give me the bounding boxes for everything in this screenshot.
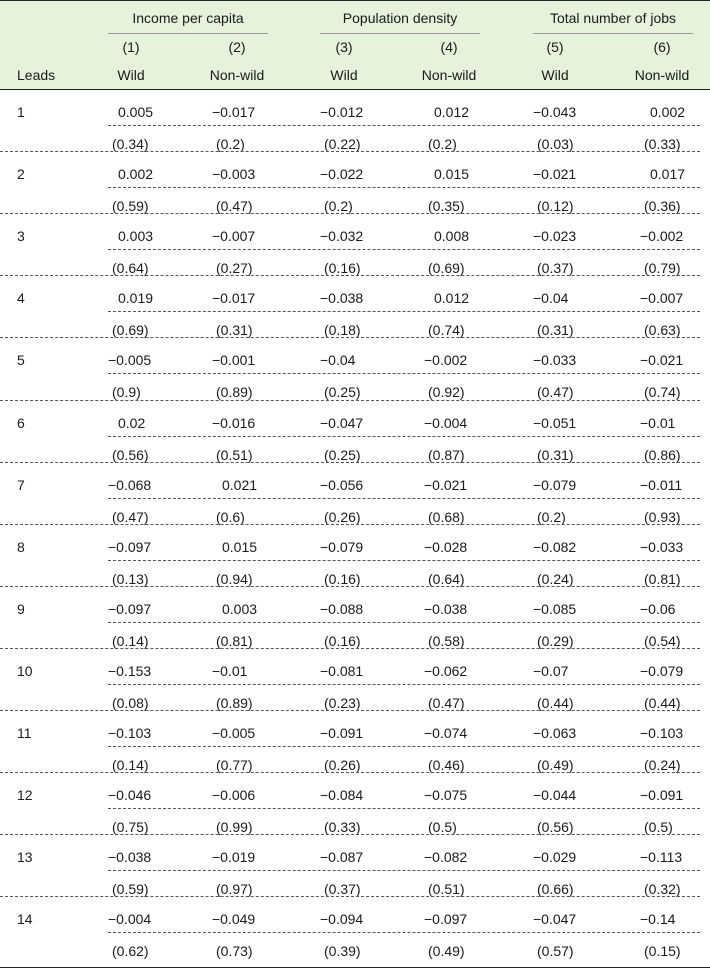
pvalue-cell: (0.63) xyxy=(644,322,681,339)
lead-label: 13 xyxy=(17,849,33,866)
coef-cell: −0.094 xyxy=(320,911,364,928)
coef-cell: −0.021 xyxy=(533,166,577,183)
pvalue-cell: (0.62) xyxy=(112,943,149,960)
pvalue-cell: (0.47) xyxy=(537,384,574,401)
coef-cell: −0.091 xyxy=(320,725,364,741)
coef-cell: −0.084 xyxy=(320,787,364,804)
pvalue-cell: (0.36) xyxy=(644,198,681,215)
coef-cell: 0.012 xyxy=(434,290,470,307)
row-divider xyxy=(0,151,700,152)
row-inner-divider xyxy=(108,311,700,312)
row-label-header: Leads xyxy=(17,67,56,83)
coef-cell: −0.038 xyxy=(424,600,468,617)
coef-cell: −0.079 xyxy=(640,662,684,679)
pvalue-cell: (0.2) xyxy=(428,136,457,152)
row-divider xyxy=(0,710,700,711)
row-inner-divider xyxy=(108,684,700,685)
pvalue-cell: (0.69) xyxy=(428,260,465,277)
pvalue-cell: (0.12) xyxy=(537,198,574,215)
coef-cell: −0.002 xyxy=(424,352,468,369)
coef-cell: −0.14 xyxy=(640,911,676,928)
pvalue-cell: (0.79) xyxy=(644,260,681,277)
pvalue-cell: (0.25) xyxy=(324,446,361,463)
coef-cell: −0.003 xyxy=(212,166,256,183)
lead-label: 4 xyxy=(17,290,25,307)
pvalue-cell: (0.14) xyxy=(112,632,149,649)
col-type-3: Wild xyxy=(330,67,358,83)
coef-cell: 0.021 xyxy=(222,476,258,493)
coef-cell: −0.032 xyxy=(320,228,364,245)
pvalue-cell: (0.51) xyxy=(428,881,465,898)
coef-cell: 0.002 xyxy=(650,104,686,120)
pvalue-cell: (0.16) xyxy=(324,570,361,587)
pvalue-cell: (0.81) xyxy=(644,570,681,587)
lead-label: 2 xyxy=(17,166,25,183)
col-type-5: Wild xyxy=(541,67,569,83)
pvalue-cell: (0.54) xyxy=(644,632,681,649)
pvalue-cell: (0.81) xyxy=(216,632,253,649)
coef-cell: −0.047 xyxy=(320,414,364,431)
pvalue-cell: (0.18) xyxy=(324,322,361,339)
pvalue-cell: (0.47) xyxy=(216,198,253,215)
pvalue-cell: (0.35) xyxy=(428,198,465,215)
coef-cell: −0.074 xyxy=(424,725,468,741)
coef-cell: 0.017 xyxy=(650,166,686,183)
lead-label: 8 xyxy=(17,538,25,555)
coef-cell: −0.103 xyxy=(640,725,684,741)
coef-cell: −0.082 xyxy=(424,849,468,866)
row-divider xyxy=(0,772,700,773)
pvalue-cell: (0.31) xyxy=(537,322,574,339)
pvalue-cell: (0.59) xyxy=(112,198,149,215)
coef-cell: −0.04 xyxy=(533,290,569,307)
row-inner-divider xyxy=(108,187,700,188)
lead-label: 3 xyxy=(17,228,25,245)
pvalue-cell: (0.59) xyxy=(112,881,149,898)
row-inner-divider xyxy=(108,622,700,623)
coef-cell: −0.038 xyxy=(320,290,364,307)
pvalue-cell: (0.6) xyxy=(216,508,245,525)
coef-cell: −0.038 xyxy=(108,849,152,866)
pvalue-cell: (0.03) xyxy=(537,136,574,152)
pvalue-cell: (0.27) xyxy=(216,260,253,277)
coef-cell: −0.103 xyxy=(108,725,152,741)
coef-cell: −0.068 xyxy=(108,476,152,493)
coef-cell: −0.046 xyxy=(108,787,152,804)
coef-cell: −0.079 xyxy=(533,476,577,493)
pvalue-cell: (0.47) xyxy=(112,508,149,525)
pvalue-cell: (0.22) xyxy=(324,136,361,152)
row-divider xyxy=(0,337,700,338)
coef-cell: −0.113 xyxy=(640,849,683,866)
col-type-1: Wild xyxy=(117,67,145,83)
coef-cell: −0.001 xyxy=(212,352,256,369)
pvalue-cell: (0.23) xyxy=(324,694,361,711)
pvalue-cell: (0.15) xyxy=(644,943,681,960)
pvalue-cell: (0.44) xyxy=(537,694,574,711)
pvalue-cell: (0.73) xyxy=(216,943,253,960)
coef-cell: −0.044 xyxy=(533,787,577,804)
coef-cell: −0.005 xyxy=(212,725,256,741)
pvalue-cell: (0.25) xyxy=(324,384,361,401)
pvalue-cell: (0.16) xyxy=(324,632,361,649)
lead-label: 6 xyxy=(17,414,25,431)
pvalue-cell: (0.37) xyxy=(537,260,574,277)
row-inner-divider xyxy=(108,932,700,933)
pvalue-cell: (0.32) xyxy=(644,881,681,898)
group-rule-jobs xyxy=(533,33,693,34)
coef-cell: −0.017 xyxy=(212,104,256,120)
row-divider xyxy=(0,586,700,587)
pvalue-cell: (0.56) xyxy=(537,819,574,836)
coef-cell: −0.049 xyxy=(212,911,256,928)
coef-cell: −0.097 xyxy=(108,538,152,555)
coef-cell: −0.021 xyxy=(640,352,684,369)
pvalue-cell: (0.5) xyxy=(428,819,457,836)
coef-cell: −0.002 xyxy=(640,228,684,245)
pvalue-cell: (0.68) xyxy=(428,508,465,525)
pvalue-cell: (0.86) xyxy=(644,446,681,463)
row-divider xyxy=(0,896,700,897)
coef-cell: −0.07 xyxy=(533,662,569,679)
pvalue-cell: (0.56) xyxy=(112,446,149,463)
coef-cell: −0.06 xyxy=(640,600,676,617)
pvalue-cell: (0.57) xyxy=(537,943,574,960)
coef-cell: 0.012 xyxy=(434,104,470,120)
coef-cell: −0.005 xyxy=(108,352,152,369)
coef-cell: 0.003 xyxy=(118,228,154,245)
pvalue-cell: (0.24) xyxy=(537,570,574,587)
pvalue-cell: (0.37) xyxy=(324,881,361,898)
pvalue-cell: (0.33) xyxy=(644,136,681,152)
lead-label: 10 xyxy=(17,662,33,679)
row-inner-divider xyxy=(108,808,700,809)
coef-cell: 0.005 xyxy=(118,104,154,120)
col-type-6: Non-wild xyxy=(634,67,690,83)
pvalue-cell: (0.89) xyxy=(216,694,253,711)
group-header-income: Income per capita xyxy=(132,10,244,26)
pvalue-cell: (0.46) xyxy=(428,757,465,773)
pvalue-cell: (0.47) xyxy=(428,694,465,711)
coef-cell: −0.047 xyxy=(533,911,577,928)
coef-cell: −0.004 xyxy=(108,911,152,928)
pvalue-cell: (0.99) xyxy=(216,819,253,836)
coef-cell: −0.085 xyxy=(533,600,577,617)
pvalue-cell: (0.69) xyxy=(112,322,149,339)
row-inner-divider xyxy=(108,249,700,250)
pvalue-cell: (0.34) xyxy=(112,136,149,152)
coef-cell: −0.056 xyxy=(320,476,364,493)
group-rule-income xyxy=(108,33,268,34)
pvalue-cell: (0.39) xyxy=(324,943,361,960)
coef-cell: −0.051 xyxy=(533,414,577,431)
group-rule-population xyxy=(320,33,480,34)
pvalue-cell: (0.92) xyxy=(428,384,465,401)
col-number-4: (4) xyxy=(440,39,458,55)
pvalue-cell: (0.08) xyxy=(112,694,149,711)
row-inner-divider xyxy=(108,436,700,437)
row-inner-divider xyxy=(108,498,700,499)
lead-label: 5 xyxy=(17,352,25,369)
coef-cell: −0.091 xyxy=(640,787,684,804)
col-number-1: (1) xyxy=(122,39,140,55)
row-inner-divider xyxy=(108,746,700,747)
coef-cell: −0.017 xyxy=(212,290,256,307)
coef-cell: −0.088 xyxy=(320,600,364,617)
coef-cell: −0.153 xyxy=(108,662,152,679)
row-divider xyxy=(0,275,700,276)
pvalue-cell: (0.2) xyxy=(216,136,245,152)
coef-cell: −0.028 xyxy=(424,538,468,555)
coef-cell: −0.021 xyxy=(424,476,468,493)
coef-cell: −0.04 xyxy=(320,352,356,369)
coef-cell: −0.007 xyxy=(212,228,256,245)
lead-label: 7 xyxy=(17,476,25,493)
pvalue-cell: (0.97) xyxy=(216,881,253,898)
coef-cell: −0.023 xyxy=(533,228,577,245)
row-divider xyxy=(0,648,700,649)
col-number-5: (5) xyxy=(546,39,564,55)
pvalue-cell: (0.2) xyxy=(324,198,353,215)
coef-cell: −0.01 xyxy=(212,662,248,679)
pvalue-cell: (0.74) xyxy=(644,384,681,401)
coef-cell: −0.01 xyxy=(640,414,676,431)
col-number-2: (2) xyxy=(228,39,246,55)
pvalue-cell: (0.31) xyxy=(537,446,574,463)
coef-cell: −0.004 xyxy=(424,414,468,431)
lead-label: 14 xyxy=(17,911,33,928)
pvalue-cell: (0.5) xyxy=(644,819,673,836)
pvalue-cell: (0.64) xyxy=(428,570,465,587)
coef-cell: 0.008 xyxy=(434,228,470,245)
pvalue-cell: (0.24) xyxy=(644,757,681,773)
coef-cell: −0.075 xyxy=(424,787,468,804)
row-inner-divider xyxy=(108,373,700,374)
pvalue-cell: (0.26) xyxy=(324,508,361,525)
group-header-jobs: Total number of jobs xyxy=(549,10,677,26)
row-inner-divider xyxy=(108,560,700,561)
lead-label: 12 xyxy=(17,787,33,804)
pvalue-cell: (0.58) xyxy=(428,632,465,649)
row-inner-divider xyxy=(108,125,700,126)
coef-cell: 0.003 xyxy=(222,600,258,617)
coef-cell: −0.079 xyxy=(320,538,364,555)
pvalue-cell: (0.29) xyxy=(537,632,574,649)
table-header xyxy=(0,0,710,89)
row-divider xyxy=(0,462,700,463)
coef-cell: 0.019 xyxy=(118,290,154,307)
pvalue-cell: (0.13) xyxy=(112,570,149,587)
pvalue-cell: (0.31) xyxy=(216,322,253,339)
pvalue-cell: (0.75) xyxy=(112,819,149,836)
pvalue-cell: (0.74) xyxy=(428,322,465,339)
coef-cell: −0.082 xyxy=(533,538,577,555)
row-divider xyxy=(0,400,700,401)
table-bottom-rule xyxy=(0,967,710,968)
coef-cell: −0.012 xyxy=(320,104,364,120)
coef-cell: −0.006 xyxy=(212,787,256,804)
coef-cell: 0.015 xyxy=(222,538,258,555)
pvalue-cell: (0.44) xyxy=(644,694,681,711)
row-divider xyxy=(0,213,700,214)
coef-cell: −0.097 xyxy=(424,911,468,928)
coef-cell: −0.033 xyxy=(640,538,684,555)
coef-cell: −0.033 xyxy=(533,352,577,369)
coef-cell: −0.022 xyxy=(320,166,364,183)
pvalue-cell: (0.93) xyxy=(644,508,681,525)
pvalue-cell: (0.64) xyxy=(112,260,149,277)
coef-cell: −0.043 xyxy=(533,104,577,120)
header-bottom-rule xyxy=(0,89,710,90)
coef-cell: −0.029 xyxy=(533,849,577,866)
row-inner-divider xyxy=(108,870,700,871)
pvalue-cell: (0.77) xyxy=(216,757,253,773)
col-type-4: Non-wild xyxy=(421,67,477,83)
pvalue-cell: (0.49) xyxy=(428,943,465,960)
row-divider xyxy=(0,834,700,835)
lead-label: 1 xyxy=(17,104,25,120)
pvalue-cell: (0.87) xyxy=(428,446,465,463)
lead-label: 9 xyxy=(17,600,25,617)
pvalue-cell: (0.16) xyxy=(324,260,361,277)
pvalue-cell: (0.2) xyxy=(537,508,566,525)
coef-cell: −0.019 xyxy=(212,849,256,866)
row-divider xyxy=(0,524,700,525)
coef-cell: −0.087 xyxy=(320,849,364,866)
coef-cell: −0.062 xyxy=(424,662,468,679)
pvalue-cell: (0.51) xyxy=(216,446,253,463)
coef-cell: −0.016 xyxy=(212,414,256,431)
pvalue-cell: (0.14) xyxy=(112,757,149,773)
col-number-6: (6) xyxy=(653,39,671,55)
pvalue-cell: (0.89) xyxy=(216,384,253,401)
table-top-rule xyxy=(0,0,710,1)
coef-cell: −0.011 xyxy=(640,476,683,493)
coef-cell: −0.007 xyxy=(640,290,684,307)
group-header-population: Population density xyxy=(342,10,458,26)
pvalue-cell: (0.94) xyxy=(216,570,253,587)
coef-cell: 0.015 xyxy=(434,166,470,183)
coef-cell: 0.02 xyxy=(118,414,146,431)
pvalue-cell: (0.49) xyxy=(537,757,574,773)
coef-cell: −0.081 xyxy=(320,662,364,679)
coef-cell: −0.063 xyxy=(533,725,577,741)
col-number-3: (3) xyxy=(335,39,353,55)
pvalue-cell: (0.9) xyxy=(112,384,141,401)
lead-label: 11 xyxy=(17,725,32,741)
coef-cell: 0.002 xyxy=(118,166,154,183)
pvalue-cell: (0.33) xyxy=(324,819,361,836)
pvalue-cell: (0.26) xyxy=(324,757,361,773)
pvalue-cell: (0.66) xyxy=(537,881,574,898)
coef-cell: −0.097 xyxy=(108,600,152,617)
col-type-2: Non-wild xyxy=(209,67,265,83)
